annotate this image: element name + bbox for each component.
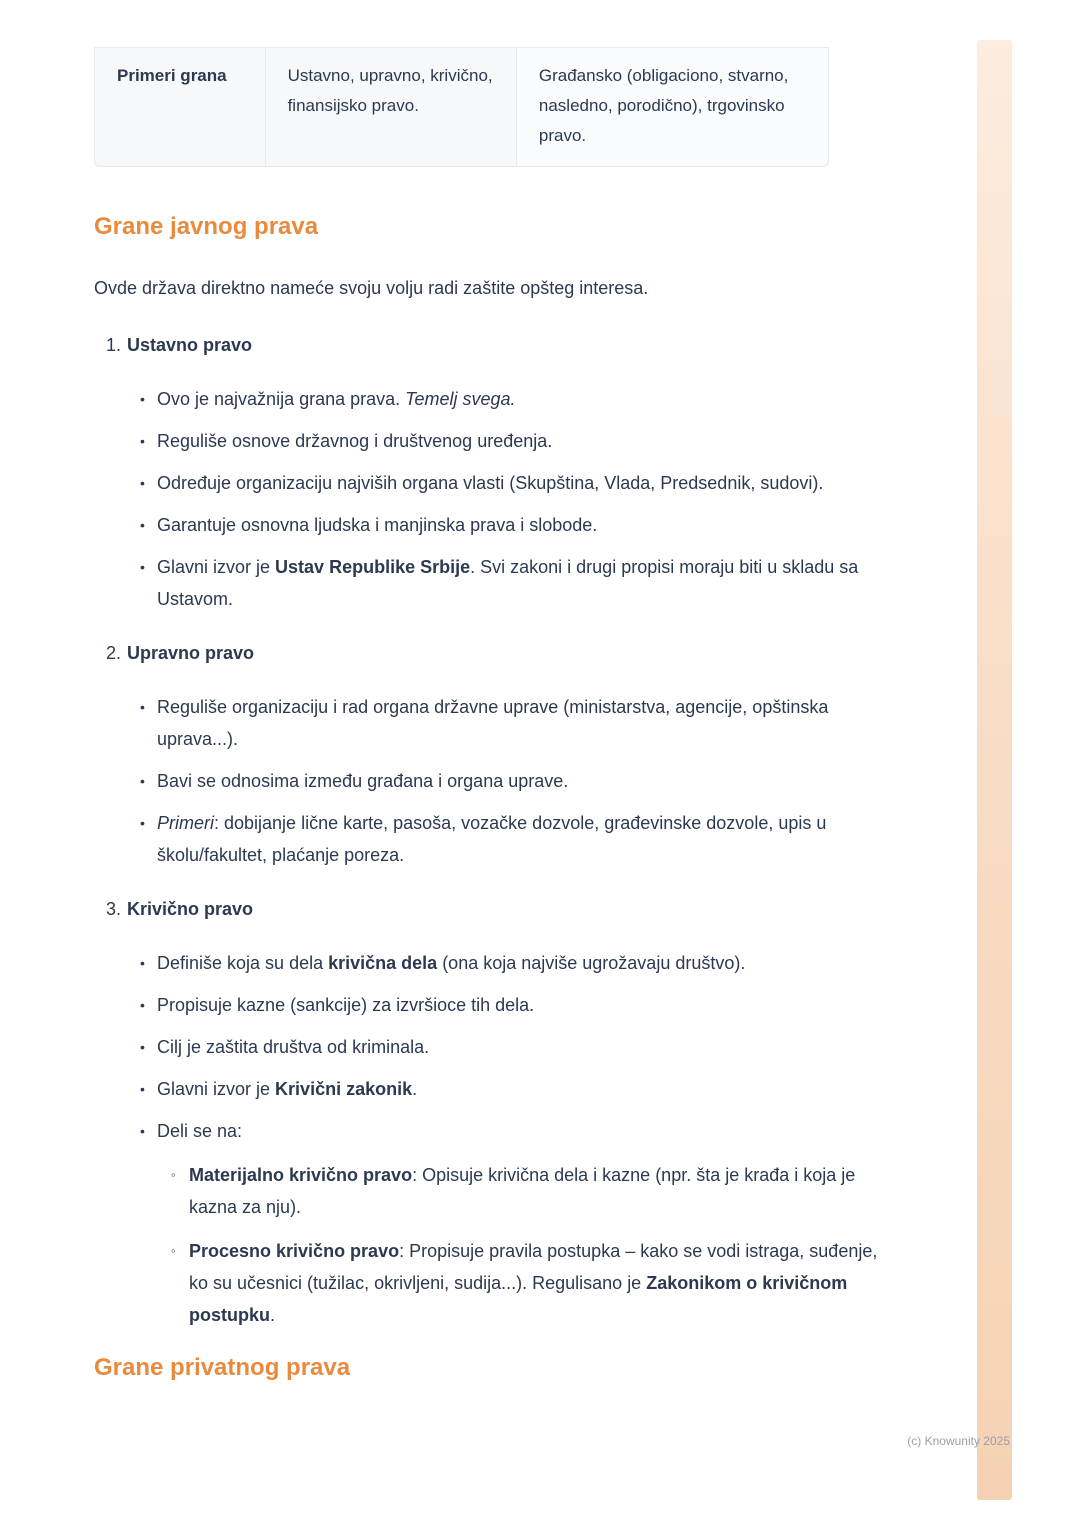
- list-item-title: [94, 329, 886, 361]
- table-row-header: Primeri grana: [117, 66, 227, 85]
- list-item-krivicno-pravo: [94, 893, 886, 1331]
- branches-comparison-table: [94, 47, 829, 167]
- bullet-item: • Propisuje kazne (sankcije) za izvršioce tih dela.: [94, 989, 886, 1021]
- list-item-number: 1.: [106, 335, 122, 355]
- bullet-text: Deli se na:: [157, 1121, 243, 1141]
- bullet-item: • Reguliše organizaciju i rad organa državne uprave (ministarstva, agencije, opštinska uprava...).: [94, 691, 886, 755]
- bullet-list: [94, 383, 886, 615]
- bullet-item: • Cilj je zaštita društva od kriminala.: [94, 1031, 886, 1063]
- heading-private-law: Grane privatnog prava: [94, 1354, 351, 1381]
- bullet-list: [94, 947, 886, 1331]
- bullet-item: • Definiše koja su dela krivična dela (ona koja najviše ugrožavaju društvo).: [94, 947, 886, 979]
- document-content: [94, 0, 886, 1383]
- heading-public-law: Grane javnog prava: [94, 213, 319, 240]
- bullet-item: • Primeri: dobijanje lične karte, pasoša, vozačke dozvole, građevinske dozvole, upis u školu/fakultet, plaćanje poreza.: [94, 807, 886, 871]
- list-item-title-text: Ustavno pravo: [127, 335, 253, 355]
- bullet-item: • Određuje organizaciju najviših organa vlasti (Skupština, Vlada, Predsednik, sudovi).: [94, 467, 886, 499]
- sub-bullet-item: ◦ Materijalno krivično pravo: Opisuje krivična dela i kazne (npr. šta je krađa i koja je kazna za nju).: [157, 1159, 886, 1223]
- list-item-title-text: Krivično pravo: [127, 899, 254, 919]
- list-item-number: 3.: [106, 899, 122, 919]
- bullet-item: • Glavni izvor je Krivični zakonik.: [94, 1073, 886, 1105]
- table-cell-public-examples: Ustavno, upravno, krivično, finansijsko pravo.: [265, 48, 516, 166]
- bullet-list: [94, 691, 886, 871]
- bullet-item: • Reguliše osnove državnog i društvenog uređenja.: [94, 425, 886, 457]
- list-item-ustavno-pravo: [94, 329, 886, 615]
- public-law-branch-list: [94, 329, 886, 1331]
- table-cell-private-examples: Građansko (obligaciono, stvarno, nasledno, porodično), trgovinsko pravo.: [516, 48, 828, 166]
- sub-bullet-item: ◦ Procesno krivično pravo: Propisuje pravila postupka – kako se vodi istraga, suđenje, ko su učesnici (tužilac, okrivljeni, sudija...). Regulisano je Zakonikom o krivičnom postupku.: [157, 1235, 886, 1331]
- sub-bullet-list: [157, 1159, 886, 1331]
- copyright-notice: (c) Knowunity 2025: [907, 1434, 1010, 1448]
- bullet-item: • Bavi se odnosima između građana i organa uprave.: [94, 765, 886, 797]
- list-item-number: 2.: [106, 643, 122, 663]
- page-edge-decoration: [977, 40, 1012, 1500]
- bullet-item: • Garantuje osnovna ljudska i manjinska prava i slobode.: [94, 509, 886, 541]
- bullet-item-deli-se-na: [94, 1115, 886, 1331]
- bullet-item: • Glavni izvor je Ustav Republike Srbije. Svi zakoni i drugi propisi moraju biti u skladu sa Ustavom.: [94, 551, 886, 615]
- list-item-title-text: Upravno pravo: [127, 643, 255, 663]
- list-item-upravno-pravo: [94, 637, 886, 871]
- list-item-title: [94, 893, 886, 925]
- bullet-item: • Ovo je najvažnija grana prava. Temelj svega.: [94, 383, 886, 415]
- list-item-title: [94, 637, 886, 669]
- public-law-intro: Ovde država direktno nameće svoju volju radi zaštite opšteg interesa.: [94, 278, 649, 298]
